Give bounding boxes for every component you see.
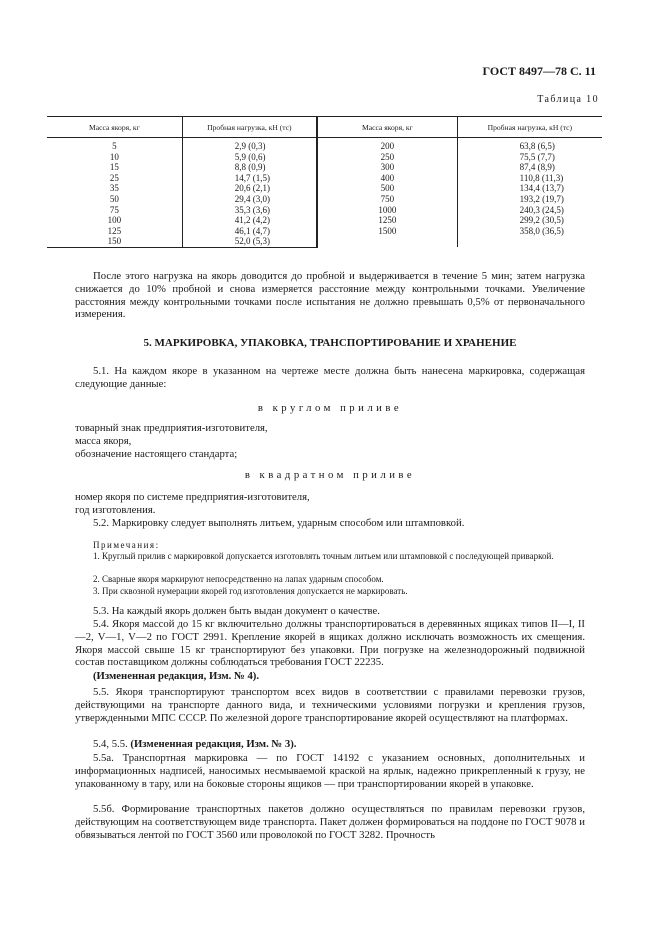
- paragraph-5-1: 5.1. На каждом якоре в указанном на чертеже месте должна быть нанесена маркировка, содержащая следующие данные:: [75, 365, 585, 390]
- table-cell: 1250: [317, 215, 457, 226]
- table-cell: 87,4 (8,9): [457, 162, 602, 173]
- amendment-ref: 5.4, 5.5.: [93, 738, 128, 750]
- table-row: [47, 215, 602, 226]
- header-cell: Пробная нагрузка, кН (тс): [457, 117, 602, 138]
- table-row: [47, 236, 602, 247]
- table-cell: 35: [109, 183, 119, 194]
- table-cell: 240,3 (24,5): [457, 205, 602, 216]
- header-cell: Масса якоря, кг: [317, 117, 457, 138]
- table-cell: 125: [107, 225, 122, 236]
- square-item: номер якоря по системе предприятия-изготовителя,: [75, 491, 310, 503]
- round-item: обозначение настоящего стандарта;: [75, 448, 238, 460]
- table-cell: 46,1 (4,7): [182, 226, 317, 237]
- table-cell: 299,2 (30,5): [457, 215, 602, 226]
- paragraph-5-4: 5.4. Якоря массой до 15 кг включительно должны транспортироваться в деревянных ящиках типов II—I, II—2, V—1, V—2 по ГОСТ 2991. Крепление якорей в ящиках должно исключать возможность их смещения. Якоря массой свыше 15 кг транспортируют без упаковки. При погрузке на железнодорожный подвижной состав поставщиком должны соблюдаться требования ГОСТ 22235.: [75, 618, 585, 669]
- notes-title: Примечания:: [93, 540, 160, 550]
- table-row: [47, 205, 602, 216]
- table-row: [47, 183, 602, 194]
- table-row: [47, 226, 602, 237]
- table-cell: 100: [107, 215, 122, 226]
- table-cell: 300: [317, 162, 457, 173]
- amendment-note-4: (Измененная редакция, Изм. № 4).: [93, 670, 260, 682]
- round-item: масса якоря,: [75, 435, 132, 447]
- table-cell: 35,3 (3,6): [182, 205, 317, 216]
- table-cell: 5,9 (0,6): [182, 152, 317, 163]
- table-cell: 1500: [317, 226, 457, 237]
- table-cell: 15: [109, 162, 119, 173]
- table-row: [47, 173, 602, 184]
- table-row: [47, 138, 602, 152]
- table-cell: 10: [109, 151, 119, 162]
- table-cell: 29,4 (3,0): [182, 194, 317, 205]
- paragraph-5-5: 5.5. Якоря транспортируют транспортом всех видов в соответствии с правилами перевозки грузов, действующими на транспорте данного вида, и техническими условиями погрузки и крепления грузов, утвержденными МПС СССР. По железной дороге транспортирование якорей осуществляют на платформах.: [75, 686, 585, 724]
- table-cell: 41,2 (4,2): [182, 215, 317, 226]
- square-item: год изготовления.: [75, 504, 156, 516]
- paragraph-5-3: 5.3. На каждый якорь должен быть выдан документ о качестве.: [93, 605, 380, 617]
- note-item: 1. Круглый прилив с маркировкой допускается изготовлять точным литьем или штамповкой с последующей приваркой.: [93, 551, 554, 561]
- table-cell: 1000: [317, 205, 457, 216]
- table-cell: 75: [109, 204, 119, 215]
- paragraph-5-5b: 5.5б. Формирование транспортных пакетов должно осуществляться по правилам перевозки грузов, действующим на соответствующем виде транспорта. Пакет должен формироваться на поддоне по ГОСТ 9078 и обвязываться лентой по ГОСТ 3560 или проволокой по ГОСТ 3282. Прочность: [75, 803, 585, 841]
- amendment-note-3: (Измененная редакция, Изм. № 3).: [130, 738, 297, 750]
- header-cell: Пробная нагрузка, кН (тс): [182, 117, 317, 138]
- table-cell: 52,0 (5,3): [182, 236, 317, 247]
- round-item: товарный знак предприятия-изготовителя,: [75, 422, 268, 434]
- paragraph-after-table: После этого нагрузка на якорь доводится до пробной и выдерживается в течение 5 мин; затем нагрузка снижается до 10% пробной и снова измеряется расстояние между контрольными точками. Увеличение расстояния между контрольными точками после испытания не должно превышать 0,5% от первоначального измерения.: [75, 270, 585, 321]
- table-header-row: [47, 117, 602, 138]
- table-cell: 500: [317, 183, 457, 194]
- table-cell: 2,9 (0,3): [182, 138, 317, 152]
- load-table: [47, 116, 602, 248]
- table-cell: 150: [47, 236, 182, 247]
- table-cell: 134,4 (13,7): [457, 183, 602, 194]
- note-item: 2. Сварные якоря маркируют непосредственно на лапах ударным способом.: [93, 574, 384, 584]
- table-cell: 25: [109, 172, 119, 183]
- table-cell: 20,6 (2,1): [182, 183, 317, 194]
- table-cell: 750: [317, 194, 457, 205]
- note-item: 3. При сквозной нумерации якорей год изготовления допускается не маркировать.: [93, 586, 408, 596]
- table-cell: 63,8 (6,5): [457, 138, 602, 152]
- table-cell: 110,8 (11,3): [457, 173, 602, 184]
- table-cell: 14,7 (1,5): [182, 173, 317, 184]
- paragraph-5-2: 5.2. Маркировку следует выполнять литьем, ударным способом или штамповкой.: [93, 517, 465, 529]
- paragraph-5-5a: 5.5а. Транспортная маркировка — по ГОСТ 14192 с указанием основных, дополнительных и информационных надписей, наносимых несмываемой краской на ярлык, надежно прикрепленный к грузу, не упакованному в тару, или на боковые стороны ящиков — при транспортировании якорей в упаковке.: [75, 752, 585, 790]
- table-row: [47, 194, 602, 205]
- table-cell: 250: [317, 152, 457, 163]
- round-boss-heading: в круглом приливе: [257, 402, 403, 414]
- table-cell: 8,8 (0,9): [182, 162, 317, 173]
- table-cell: 400: [317, 173, 457, 184]
- table-title: Таблица 10: [537, 94, 599, 105]
- table-row: [47, 162, 602, 173]
- page-header: ГОСТ 8497—78 С. 11: [482, 64, 596, 78]
- table-cell: 50: [109, 193, 119, 204]
- table-row: [47, 152, 602, 163]
- section-title: 5. МАРКИРОВКА, УПАКОВКА, ТРАНСПОРТИРОВАНИЕ И ХРАНЕНИЕ: [143, 337, 517, 349]
- table-cell: 193,2 (19,7): [457, 194, 602, 205]
- header-cell: Масса якоря, кг: [47, 117, 182, 138]
- table-cell: 5: [112, 141, 117, 151]
- table-cell: 75,5 (7,7): [457, 152, 602, 163]
- table-cell: 358,0 (36,5): [457, 226, 602, 237]
- amendment-5-4-5-5: [75, 738, 585, 751]
- square-boss-heading: в квадратном приливе: [244, 469, 416, 481]
- table-cell: 200: [317, 138, 457, 152]
